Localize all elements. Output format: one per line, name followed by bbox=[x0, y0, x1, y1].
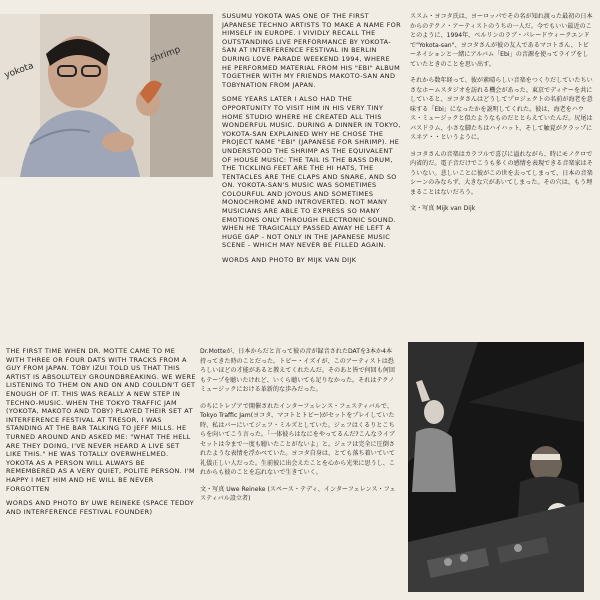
photo-live-illustration bbox=[408, 342, 584, 592]
article-top-japanese bbox=[410, 12, 593, 221]
paragraph: ススム・ヨコタ氏は、ヨーロッパでその名が知れ渡った最初の日本からのテクノ・アーティストのうちの一人だ。今でもいい最近のことのように、1994年、ベルリンのラブ・パレードウィークエンドで"Yokota-san"、ヨコタさんが彼の友人であるマコトさん、トビーネイションと一緒にアルバム「Ebi」の音源を使ってライブをしていたときのことを思い出す。 bbox=[410, 13, 593, 68]
photo-live-performance bbox=[408, 342, 584, 592]
paragraph: のちにトレゾアで開催されたインターフェレンス・フェスティバルで、Tokyo Traffic Jam(ヨコタ、マコトとトビー)がセットをプレイしていた時、私はバーにいてジェフ・ミルズとしていた。ジェフはくるりとこちらを向いてこう言った。「一体彼らはなにをやってるんだ?こんなライブセットは今まで一度も聴いたことがないよ」と。ジェフは完全に圧倒されたような表情を浮かべていた。ヨコタ自身は、とても落ち着いていて礼儀正しい人だった。生前彼に出会えたことを心から光栄に思うし、これからも彼のことを忘れないで生きていく。 bbox=[200, 402, 395, 476]
paragraph: それから数年経って、彼が素晴らしい音楽をつくりだしていたちいさなホームスタジオを訪れる機会があった。東京でディナーを共にしていると、ヨコタさんはどうしてプロジェクトの名前が海老を意味する「Ebi」になったかを説明してくれた。彼は、海老をハウス・ミュージックと似たようなものだととらえていたんだ。尻尾はバスドラム、小さな脚たちはハイハット、そして触覚がクラップにスネア・・というように。 bbox=[410, 77, 593, 141]
credit-line: 文・写真 Mijk van Dijk bbox=[410, 205, 476, 212]
photo-caption-yokota: yokota bbox=[3, 61, 36, 81]
article-bottom-english bbox=[6, 347, 196, 522]
paragraph: ヨコタさんの音楽はカラフルで喜びに溢れながら、時にモノクロで内省的だ。電子音だけでこうも多くの感情を表現できる音楽家はそういない。悲しいことに彼がこの世を去ってしまって、日本の音楽シーンのみならず、大きな穴があいてしまった。その穴は、もう埋まることはないだろう。 bbox=[410, 150, 593, 196]
article-top-english bbox=[222, 12, 402, 271]
paragraph: Dr.Motteが、日本からだと言って彼の音が録音されたDATを3本か4本持ってきた時のことだった。トビー・イズイが、このアーティストは恐ろしいほどの才能があると教えてくれたんだ。そのあと皆で何回も何回もテープを聴いたけれど、いくら聴いても足りなかった。それはテクノミュージックにおける革新的な歩みだった。 bbox=[200, 348, 395, 393]
paragraph: SUSUMU YOKOTA WAS ONE OF THE FIRST JAPANESE TECHNO ARTISTS TO MAKE A NAME FOR HIMSELF IN EUROPE. I VIVIDLY RECALL THE OUTSTANDING LIVE PERFORMANCE BY YOKOTA-SAN AT INTERFERENCE FESTIVAL IN BERLIN DURING LOVE PARADE WEEKEND 1994, WHERE HE PERFORMED MATERIAL FROM HIS "EBI" ALBUM TOGETHER WITH MY FRIENDS MAKOTO-SAN AND TOBYNATION FROM JAPAN. bbox=[222, 12, 401, 89]
photo-yokota-illustration bbox=[0, 14, 213, 177]
credit-line: 文・写真 Uwe Reineke (スペース・テディ、インターフェレンス・フェスティバル設立者) bbox=[200, 485, 396, 502]
credit-line: WORDS AND PHOTO BY MIJK VAN DIJK bbox=[222, 256, 357, 265]
article-bottom-japanese bbox=[200, 347, 396, 511]
paragraph: THE FIRST TIME WHEN DR. MOTTE CAME TO ME WITH THREE OR FOUR DATS WITH TRACKS FROM A GUY FROM JAPAN. TOBY IZUI TOLD US THAT THIS ARTIST IS ABSOLUTELY GROUNDBREAKING. WE WERE LISTENING TO THEM ON AND ON AND COULDN'T GET ENOUGH OF IT. THIS WAS REALLY A NEW STEP IN TECHNO-MUSIC. WHEN THE TOKYO TRAFFIC JAM (YOKOTA, MAKOTO AND TOBY) PLAYED THEIR SET AT INTERFERENCE FESTIVAL AT TRESOR, I WAS STANDING AT THE BAR TALKING TO JEFF MILLS. HE TURNED AROUND AND ASKED ME: "WHAT THE HELL ARE THEY DOING, I'VE NEVER HEARD A LIVE SET LIKE THIS." HE WAS TOTALLY OVERWHELMED. YOKOTA AS A PERSON WILL ALWAYS BE REMEMBERED AS A VERY QUIET, POLITE PERSON. I'M HAPPY I MET HIM AND HE WILL BE NEVER FORGOTTEN bbox=[6, 347, 196, 493]
paragraph: SOME YEARS LATER I ALSO HAD THE OPPORTUNITY TO VISIT HIM IN HIS VERY TINY HOME STUDIO WHERE HE CREATED ALL THIS WONDERFUL MUSIC. DURING A DINNER IN TOKYO, YOKOTA-SAN EXPLAINED WHY HE CHOSE THE PROJECT NAME "EBI" (JAPANESE FOR SHRIMP). HE UNDERSTOOD THE SHRIMP AS THE EQUIVALENT OF HOUSE MUSIC: THE TAIL IS THE BASS DRUM, THE TICKLING FEET ARE THE HI HATS, THE TENTACLES ARE THE CLAPS AND SNARE, AND SO ON. YOKOTA-SAN'S MUSIC WAS SOMETIMES COLOURFUL AND JOYOUS AND SOMETIMES MONOCHROME AND INTROVERTED. NOT MANY MUSICIANS ARE ABLE TO EXPRESS SO MANY EMOTIONS ONLY THROUGH ELECTRONIC SOUND. WHEN HE TRAGICALLY PASSED AWAY HE LEFT A HUGE GAP - NOT ONLY IN THE JAPANESE MUSIC SCENE - WHICH MAY NEVER BE FILLED AGAIN. bbox=[222, 95, 401, 250]
credit-line: WORDS AND PHOTO BY UWE REINEKE (SPACE TEDDY AND INTERFERENCE FESTIVAL FOUNDER) bbox=[6, 499, 195, 516]
photo-yokota-with-shrimp bbox=[0, 14, 213, 177]
photo-caption-shrimp: shrimp bbox=[149, 44, 182, 66]
